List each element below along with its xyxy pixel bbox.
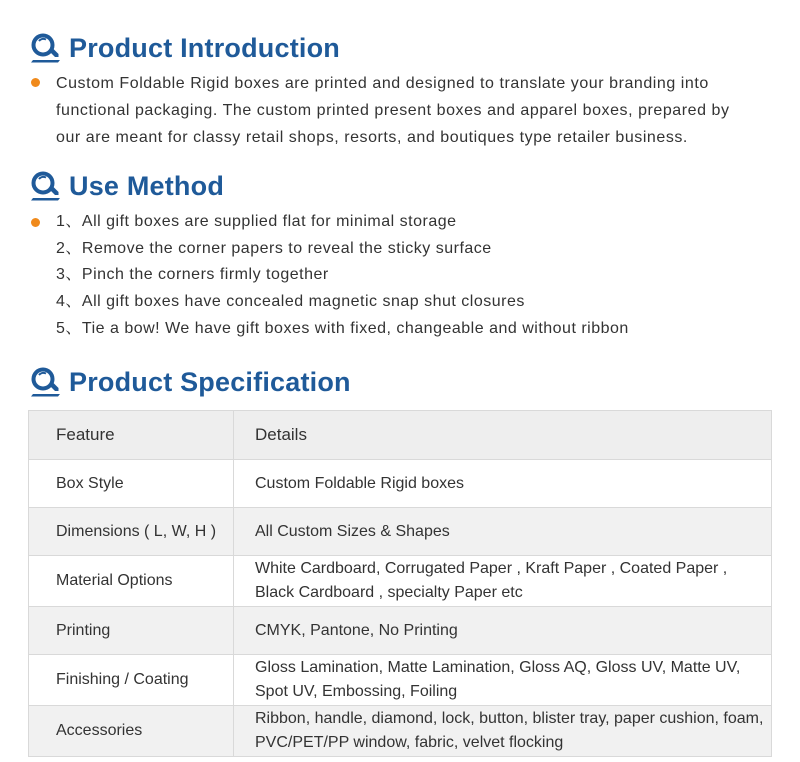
- feature-cell: Finishing / Coating: [29, 655, 234, 706]
- feature-cell: Accessories: [29, 706, 234, 757]
- column-header-details: Details: [234, 411, 772, 460]
- details-cell: CMYK, Pantone, No Printing: [234, 607, 772, 655]
- table-row: [29, 460, 772, 508]
- details-cell: White Cardboard, Corrugated Paper , Kraft Paper , Coated Paper , Black Cardboard , specialty Paper etc: [234, 556, 772, 607]
- section-title: Use Method: [69, 170, 225, 201]
- table-header-row: [29, 411, 772, 460]
- feature-cell: Dimensions ( L, W, H ): [29, 508, 234, 556]
- list-item: 1、All gift boxes are supplied flat for minimal storage: [56, 213, 457, 230]
- magnifier-icon: [30, 171, 64, 201]
- table-row: [29, 655, 772, 706]
- table-row: [29, 508, 772, 556]
- list-item: 4、All gift boxes have concealed magnetic snap shut closures: [56, 293, 525, 311]
- method-list: [56, 209, 629, 343]
- feature-cell: Printing: [29, 607, 234, 655]
- column-header-feature: Feature: [29, 411, 234, 460]
- list-item: 3、Pinch the corners firmly together: [56, 266, 329, 284]
- section-title: Product Specification: [69, 366, 351, 397]
- bullet-dot: [31, 218, 40, 227]
- table-row: [29, 607, 772, 655]
- table-row: [29, 556, 772, 607]
- intro-paragraph: Custom Foldable Rigid boxes are printed and designed to translate your branding into functional packaging. The custom printed present boxes and apparel boxes, prepared by our are meant for classy retail shops, resorts, and boutiques type retailer business.: [56, 75, 730, 146]
- list-item: 5、Tie a bow! We have gift boxes with fixed, changeable and without ribbon: [56, 319, 629, 337]
- details-cell: All Custom Sizes & Shapes: [234, 508, 772, 556]
- magnifier-icon: [30, 367, 64, 397]
- table-row: [29, 706, 772, 757]
- page-title: Product Introduction: [69, 32, 340, 63]
- feature-cell: Box Style: [29, 460, 234, 508]
- method-heading: [30, 169, 224, 203]
- intro-heading: [30, 31, 340, 65]
- spec-table: [28, 410, 772, 757]
- details-cell: Custom Foldable Rigid boxes: [234, 460, 772, 508]
- spec-heading: [30, 365, 351, 399]
- list-item: 2、Remove the corner papers to reveal the sticky surface: [56, 239, 492, 257]
- feature-cell: Material Options: [29, 556, 234, 607]
- details-cell: Ribbon, handle, diamond, lock, button, blister tray, paper cushion, foam, PVC/PET/PP window, fabric, velvet flocking: [234, 706, 772, 757]
- bullet-dot: [31, 78, 40, 87]
- magnifier-icon: [30, 33, 64, 63]
- details-cell: Gloss Lamination, Matte Lamination, Gloss AQ, Gloss UV, Matte UV, Spot UV, Embossing, Foiling: [234, 655, 772, 706]
